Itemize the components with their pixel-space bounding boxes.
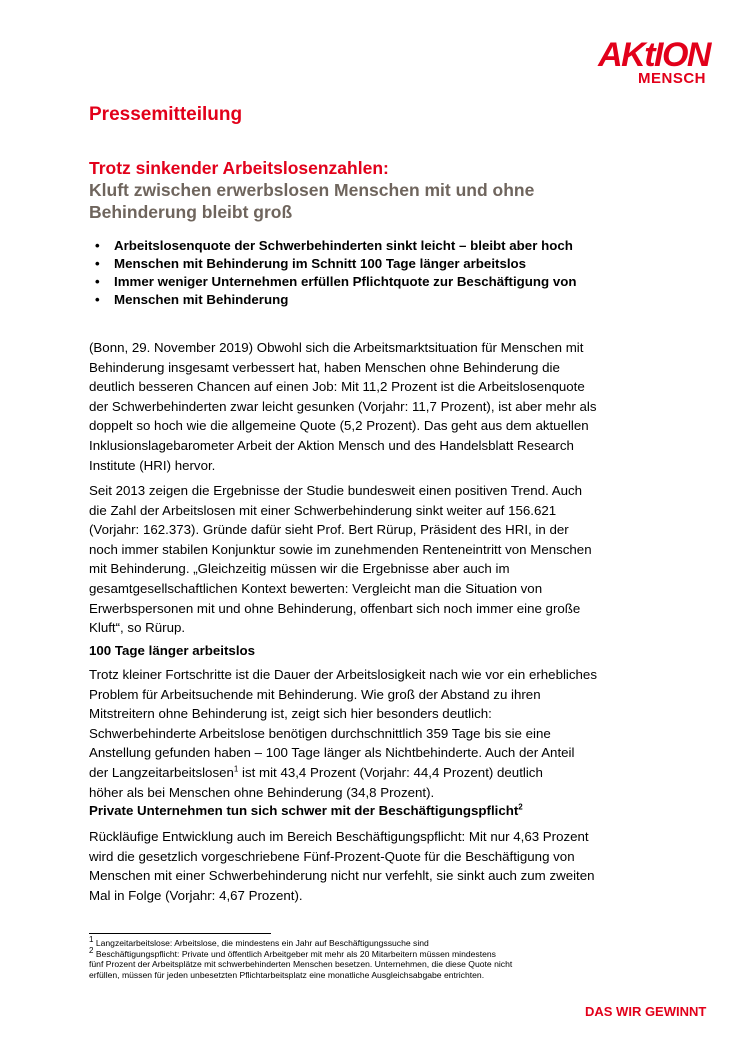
text-line: Inklusionslagebarometer Arbeit der Aktion Mensch und des Handelsblatt Research bbox=[89, 437, 574, 453]
subheadline-line-2: Behinderung bleibt groß bbox=[89, 202, 293, 222]
text-line: (Bonn, 29. November 2019) Obwohl sich die Arbeitsmarktsituation für Menschen mit bbox=[89, 340, 584, 355]
footnote-2-cont: erfüllen, müssen für jeden unbesetzten Pflichtarbeitsplatz eine monatliche Ausgleichsabgabe entrichten. bbox=[89, 969, 485, 980]
footnote-2-cont: fünf Prozent der Arbeitsplätze mit schwerbehinderten Menschen besetzen. Unternehmen, die diese Quote nicht bbox=[89, 959, 513, 970]
paragraph-obligation bbox=[89, 827, 595, 905]
text-line: deutlich besseren Chancen auf einen Job: Mit 11,2 Prozent ist die Arbeitslosenquote bbox=[89, 379, 585, 395]
text-line: noch immer stabilen Konjunktur sowie im zunehmenden Renteneintritt von Menschen bbox=[89, 541, 592, 557]
text: der Langzeitarbeitslosen bbox=[89, 764, 234, 780]
text-line: (Vorjahr: 162.373). Gründe dafür sieht Prof. Bert Rürup, Präsident des HRI, in der bbox=[89, 522, 569, 538]
text-line: Seit 2013 zeigen die Ergebnisse der Studie bundesweit einen positiven Trend. Auch bbox=[89, 483, 583, 498]
text-line: Institute (HRI) hervor. bbox=[89, 457, 216, 473]
key-points-list bbox=[89, 237, 577, 309]
text-line: Schwerbehinderte Arbeitslose benötigen durchschnittlich 359 Tage bis sie eine bbox=[89, 725, 551, 741]
bullet-item-continuation bbox=[89, 291, 577, 309]
text-line: wird die gesetzlich vorgeschriebene Fünf-Prozent-Quote für die Beschäftigung von bbox=[89, 848, 575, 864]
section-heading-100-days: 100 Tage länger arbeitslos bbox=[89, 643, 256, 658]
paragraph-trend bbox=[89, 481, 592, 638]
document-label: Pressemitteilung bbox=[89, 104, 243, 125]
text-line: Rückläufige Entwicklung auch im Bereich Beschäftigungspflicht: Mit nur 4,63 Prozent bbox=[89, 829, 589, 844]
paragraph-intro bbox=[89, 338, 597, 475]
bullet-item: • Immer weniger Unternehmen erfüllen Pflichtquote zur Beschäftigung von bbox=[89, 273, 577, 291]
footnote-text: Langzeitarbeitslose: Arbeitslose, die mindestens ein Jahr auf Beschäftigungssuche sind bbox=[93, 938, 429, 948]
logo-word-mensch: MENSCH bbox=[637, 70, 706, 87]
bullet-continuation-text: Menschen mit Behinderung bbox=[114, 292, 289, 307]
footnote-number: 2 bbox=[89, 945, 94, 955]
footnote-number: 1 bbox=[89, 935, 94, 945]
footnote-divider bbox=[89, 933, 271, 934]
text-line: doppelt so hoch wie die allgemeine Quote (5,2 Prozent). Das geht aus dem aktuellen bbox=[89, 418, 589, 434]
text-line: Mitstreitern ohne Behinderung ist, zeigt sich hier besonders deutlich: bbox=[89, 706, 492, 722]
heading-text: Private Unternehmen tun sich schwer mit der Beschäftigungspflicht bbox=[89, 803, 519, 818]
paragraph-duration bbox=[89, 665, 597, 802]
headline: Trotz sinkender Arbeitslosenzahlen: bbox=[89, 158, 389, 178]
section-heading-employment-obligation bbox=[89, 803, 523, 818]
text-line: gesamtgesellschaftlichen Kontext bewerten: Vergleicht man die Situation von bbox=[89, 580, 543, 596]
footnote-1 bbox=[89, 935, 512, 949]
logo-word-aktion: AKtION bbox=[598, 36, 710, 74]
text-line: Problem für Arbeitsuchende mit Behinderung. Wie groß der Abstand zu ihren bbox=[89, 686, 541, 702]
text-line: Anstellung gefunden haben – 100 Tage länger als Nichtbehinderte. Auch der Anteil bbox=[89, 745, 575, 761]
aktion-mensch-logo bbox=[584, 38, 710, 92]
text-line: Mal in Folge (Vorjahr: 4,67 Prozent). bbox=[89, 887, 303, 903]
text-line: Kluft“, so Rürup. bbox=[89, 620, 186, 636]
text-line: Erwerbspersonen mit und ohne Behinderung, offenbart sich noch immer eine große bbox=[89, 600, 581, 616]
text-line: die Zahl der Arbeitslosen mit einer Schwerbehinderung sinkt weiter auf 156.621 bbox=[89, 502, 557, 518]
footnote-ref-2[interactable]: 2 bbox=[518, 802, 523, 812]
text-line: der Schwerbehinderten zwar leicht gesunken (Vorjahr: 11,7 Prozent), ist aber mehr als bbox=[89, 398, 597, 414]
footnote-ref-1[interactable]: 1 bbox=[233, 764, 239, 774]
bullet-item: • Arbeitslosenquote der Schwerbehinderten sinkt leicht – bleibt aber hoch bbox=[89, 237, 577, 255]
text-line: Trotz kleiner Fortschritte ist die Dauer der Arbeitslosigkeit nach wie vor ein erhebliches bbox=[89, 667, 597, 682]
text-line bbox=[89, 763, 597, 783]
text-line: Behinderung insgesamt verbessert hat, haben Menschen ohne Behinderung die bbox=[89, 359, 560, 375]
slogan: DAS WIR GEWINNT bbox=[585, 1004, 707, 1019]
text-line: höher als bei Menschen ohne Behinderung (34,8 Prozent). bbox=[89, 784, 435, 800]
bullet-item: • Menschen mit Behinderung im Schnitt 100 Tage länger arbeitslos bbox=[89, 255, 577, 273]
text-line: Menschen mit einer Schwerbehinderung nicht nur verfehlt, sie sinkt auch zum zweiten bbox=[89, 868, 595, 884]
footnote-2 bbox=[89, 945, 512, 960]
footnotes bbox=[89, 935, 513, 980]
text-line: mit Behinderung. „Gleichzeitig müssen wir die Ergebnisse aber auch im bbox=[89, 561, 510, 577]
subheadline-line-1: Kluft zwischen erwerbslosen Menschen mit und ohne bbox=[89, 180, 535, 200]
text: ist mit 43,4 Prozent (Vorjahr: 44,4 Prozent) deutlich bbox=[238, 764, 543, 780]
footnote-text: Beschäftigungspflicht: Private und öffentlich Arbeitgeber mit mehr als 20 Mitarbeitern müssen mindestens bbox=[93, 948, 496, 959]
